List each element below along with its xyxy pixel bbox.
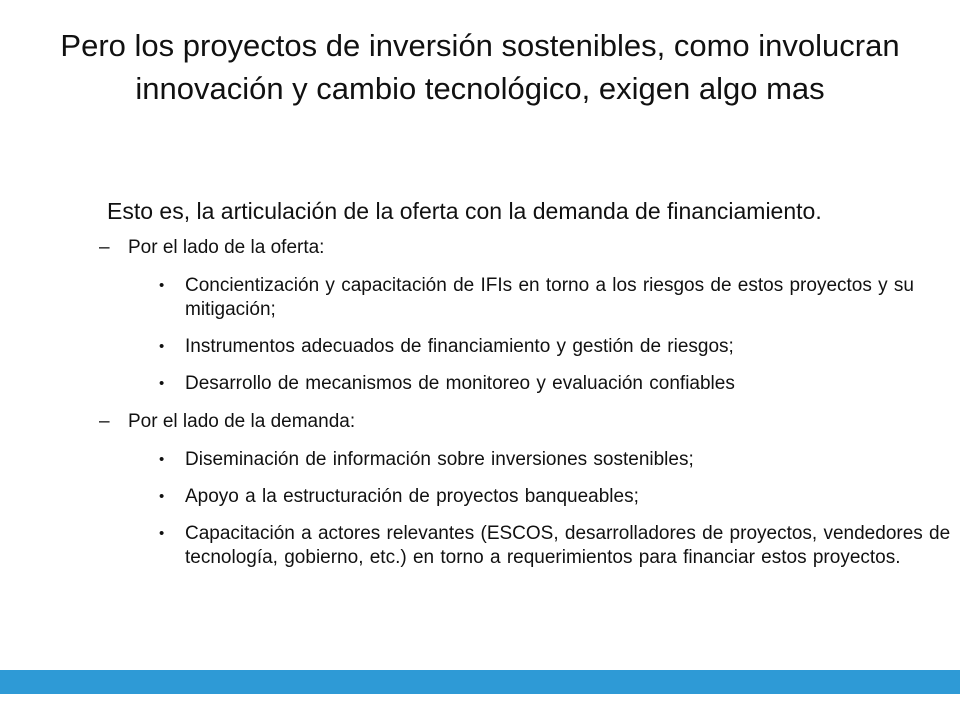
dash-marker: –	[99, 411, 110, 432]
footer-accent-bar	[0, 670, 960, 694]
list-item-text: Apoyo a la estructuración de proyectos banqueables;	[185, 486, 639, 507]
list-item	[107, 372, 952, 396]
demand-side-list	[107, 448, 952, 570]
supply-side-heading	[99, 236, 952, 260]
list-item	[107, 448, 952, 472]
demand-side-heading-label: Por el lado de la demanda:	[128, 411, 356, 432]
list-item-text: Diseminación de información sobre inversiones sostenibles;	[185, 449, 694, 470]
list-item	[107, 274, 952, 322]
bullet-icon: •	[159, 375, 165, 392]
slide-body	[99, 196, 952, 584]
intro-text: Esto es, la articulación de la oferta con la demanda de financiamiento.	[107, 198, 822, 224]
slide-title: Pero los proyectos de inversión sostenibles, como involucran innovación y cambio tecnológico, exigen algo mas	[60, 28, 900, 106]
list-item	[107, 335, 952, 359]
dash-marker: –	[99, 237, 110, 258]
bullet-icon: •	[159, 488, 165, 505]
bullet-icon: •	[159, 451, 165, 468]
supply-side-list	[107, 274, 952, 396]
list-item-text: Instrumentos adecuados de financiamiento y gestión de riesgos;	[185, 336, 734, 357]
list-item	[107, 522, 952, 570]
demand-side-group	[99, 410, 952, 570]
bullet-icon: •	[159, 277, 165, 294]
list-item-text: Desarrollo de mecanismos de monitoreo y evaluación confiables	[185, 373, 735, 394]
bullet-icon: •	[159, 338, 165, 355]
list-item-text: Concientización y capacitación de IFIs en torno a los riesgos de estos proyectos y su mitigación;	[185, 275, 914, 320]
demand-side-heading	[99, 410, 952, 434]
list-item-text: Capacitación a actores relevantes (ESCOS, desarrolladores de proyectos, vendedores de tecnología, gobierno, etc.) en torno a requerimientos para financiar estos proyectos.	[185, 523, 951, 568]
bullet-icon: •	[159, 525, 165, 542]
supply-side-group	[99, 236, 952, 396]
list-item	[107, 485, 952, 509]
supply-side-heading-label: Por el lado de la oferta:	[128, 237, 325, 258]
